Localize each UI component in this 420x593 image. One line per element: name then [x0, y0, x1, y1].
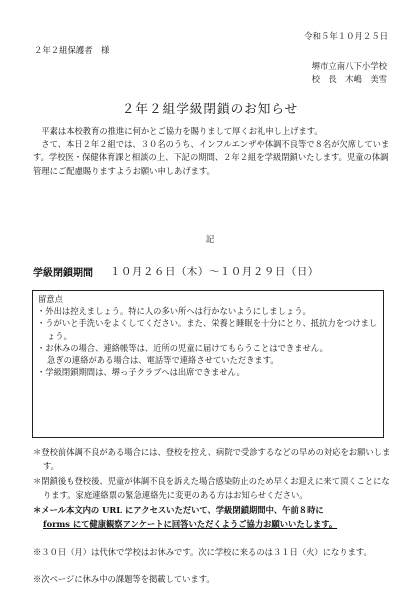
notes-item: ・お休みの場合、連絡帳等は、近所の児童に届けてもらうことはできません。 [37, 342, 328, 353]
notes-item: ・外出は控えましょう。特に人の多い所へは行かないようにしましょう。 [37, 306, 311, 317]
closure-period-label: 学級閉鎖期間 [33, 268, 93, 279]
notes-item: 急ぎの連絡がある場合は、電話等で連絡させていただきます。 [47, 355, 279, 366]
closure-period-dates: １０月２６日（木）～１０月２９日（日） [110, 266, 319, 278]
school-name: 堺市立南八下小学校 [311, 61, 387, 71]
additional-notes [33, 446, 392, 589]
issue-date: 令和５年１０月２５日 [304, 31, 388, 41]
page-title: ２年２組学級閉鎖のお知らせ [121, 101, 299, 116]
note-next-page: ※次ページに休み中の課題等を掲載しています。 [33, 574, 215, 585]
notes-heading: 留意点 [38, 294, 63, 304]
note-substitute-holiday: ※３０日（月）は代休で学校はお休みです。次に学校に来るのは３１日（火）になります。 [33, 546, 372, 557]
notes-item: ・うがいと手洗いをよくしてください。また、栄養と睡眠を十分にとり、抵抗力をつけましょう。 [37, 318, 378, 341]
ki-marker: 記 [205, 234, 215, 244]
principal-name: 校 長 木嶋 美雪 [311, 74, 387, 84]
note-health-survey [33, 504, 392, 531]
notes-box [32, 290, 384, 438]
survey-forms-text: forms にて健康観察アンケートに回答いただくようご協力お願いいたします。 [43, 518, 338, 529]
note-pickup: ＊閉鎖後も登校後、児童が体調不良を訴えた場合感染防止のため早くお迎えに来て頂くことになります。家庭連絡票の緊急連絡先に変更のある方はお知らせください。 [33, 476, 390, 500]
survey-instruction: ＊メール本文内の URL にアクセスいただいて、学級閉鎖期間中、午前８時に [33, 505, 324, 516]
note-early-consultation: ＊登校前体調不良がある場合には、登校を控え、病院で受診するなどの早めの対応をお願いします。 [33, 447, 391, 471]
body-paragraph-1: 平素は本校教育の推進に何かとご協力を賜りまして厚くお礼申し上げます。 [41, 126, 323, 136]
body-text [33, 125, 390, 178]
notes-item: ・学級閉鎖期間は、堺っ子クラブへは出席できません。 [37, 367, 245, 378]
recipient: ２年２組保護者 様 [34, 45, 110, 55]
body-paragraph-2: さて、本日２年２組では、３０名のうち、インフルエンザや体調不良等で８名が欠席しています。学校医・保健体育課と相談の上、下記の期間、２年２組を学級閉鎖いたします。児童の体調管理にご配慮賜りますようお願い申しあげます。 [33, 139, 390, 176]
